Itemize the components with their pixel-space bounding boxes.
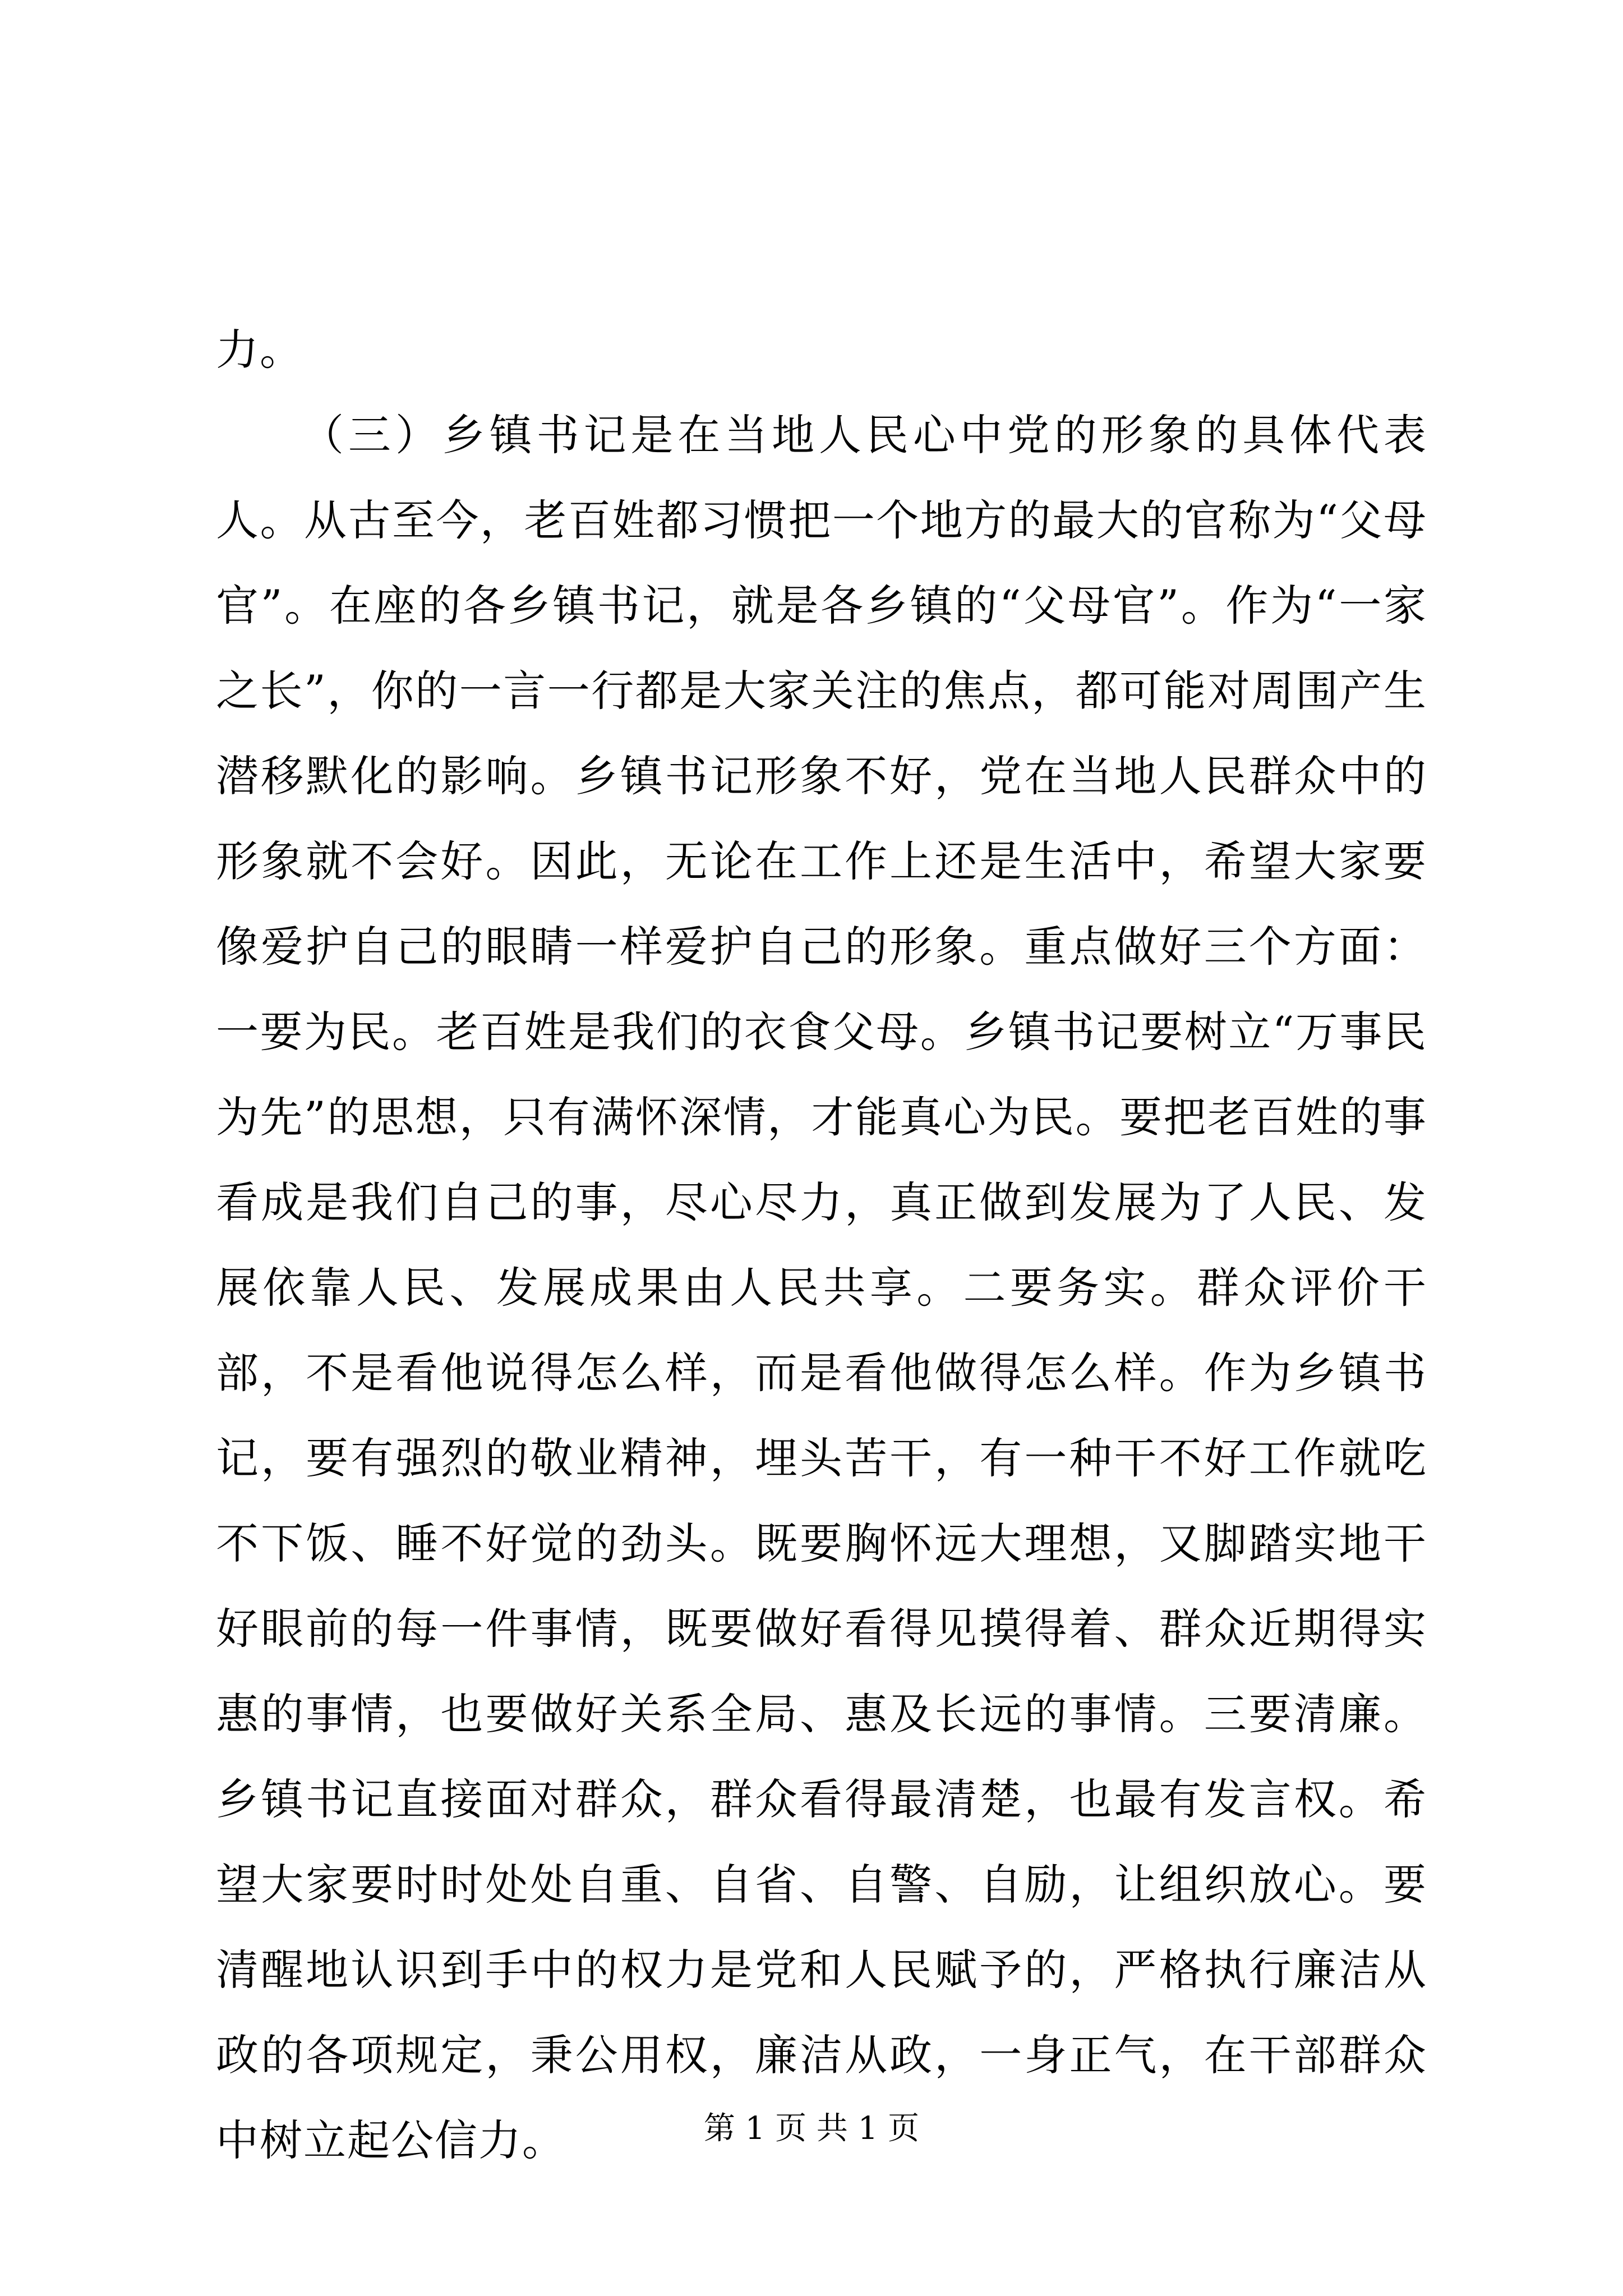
paragraph-continuation: 力。	[216, 325, 303, 375]
document-body	[216, 307, 1427, 2183]
paragraph-section-three: （三）乡镇书记是在当地人民心中党的形象的具体代表人。从古至今，老百姓都习惯把一个地方的最大的官称为“父母官”。在座的各乡镇书记，就是各乡镇的“父母官”。作为“一家之长”，你的一言一行都是大家关注的焦点，都可能对周围产生潜移默化的影响。乡镇书记形象不好，党在当地人民群众中的形象就不会好。因此，无论在工作上还是生活中，希望大家要像爱护自己的眼睛一样爱护自己的形象。重点做好三个方面：一要为民。老百姓是我们的衣食父母。乡镇书记要树立“万事民为先”的思想，只有满怀深情，才能真心为民。要把老百姓的事看成是我们自己的事，尽心尽力，真正做到发展为了人民、发展依靠人民、发展成果由人民共享。二要务实。群众评价干部，不是看他说得怎么样，而是看他做得怎么样。作为乡镇书记，要有强烈的敬业精神，埋头苦干，有一种干不好工作就吃不下饭、睡不好觉的劲头。既要胸怀远大理想，又脚踏实地干好眼前的每一件事情，既要做好看得见摸得着、群众近期得实惠的事情，也要做好关系全局、惠及长远的事情。三要清廉。乡镇书记直接面对群众，群众看得最清楚，也最有发言权。希望大家要时时处处自重、自省、自警、自励，让组织放心。要清醒地认识到手中的权力是党和人民赋予的，严格执行廉洁从政的各项规定，秉公用权，廉洁从政，一身正气，在干部群众中树立起公信力。	[216, 410, 1427, 2165]
page-footer: 第 1 页 共 1 页	[703, 2110, 920, 2147]
